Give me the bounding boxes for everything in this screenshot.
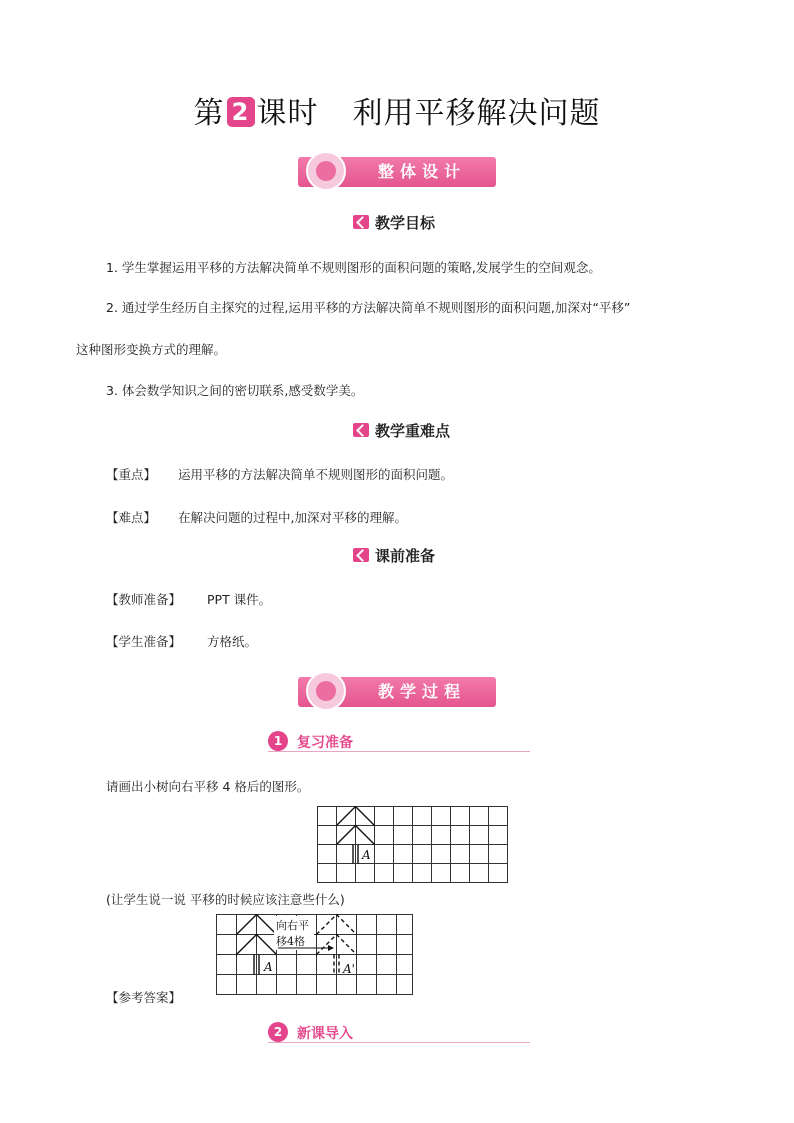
grid-figure-answer [216, 914, 414, 996]
flag-icon [353, 423, 369, 437]
label-a-prime: A' [343, 962, 355, 976]
focus-text: 运用平移的方法解决简单不规则图形的面积问题。 [178, 467, 454, 482]
banner-design-label: 整体设计 [377, 162, 466, 181]
banner-overall-design [298, 157, 496, 187]
title-suffix: 课时 [256, 96, 319, 131]
section-2-underline [268, 1042, 530, 1043]
teacher-prep-label: 【教师准备】 [106, 592, 182, 607]
teacher-prep-text: PPT 课件。 [207, 592, 272, 607]
student-prep-label: 【学生准备】 [106, 634, 182, 649]
review-note: (让学生说一说 平移的时候应该注意些什么) [106, 892, 345, 907]
title-prefix: 第 [193, 96, 225, 131]
flag-icon [353, 215, 369, 229]
section-2-number: 2 [268, 1022, 288, 1042]
grid-figure-original [317, 806, 509, 884]
section-2-title: 新课导入 [297, 1026, 353, 1042]
objective-1: 1. 学生掌握运用平移的方法解决简单不规则图形的面积问题的策略,发展学生的空间观念。 [106, 260, 601, 275]
review-question: 请画出小树向右平移 4 格后的图形。 [106, 779, 310, 794]
label-a: A [362, 848, 371, 862]
heading-key-points: 教学重难点 [353, 420, 450, 441]
objective-3: 3. 体会数学知识之间的密切联系,感受数学美。 [106, 383, 364, 398]
focus-label: 【重点】 [106, 467, 157, 482]
lesson-number-badge: 2 [227, 97, 255, 127]
student-prep-text: 方格纸。 [207, 634, 258, 649]
answer-label: 【参考答案】 [106, 990, 182, 1005]
section-1-number: 1 [268, 731, 288, 751]
target-icon [306, 671, 346, 711]
heading-objectives: 教学目标 [353, 212, 435, 233]
title-text: 利用平移解决问题 [352, 96, 601, 131]
heading-preparation: 课前准备 [353, 545, 435, 566]
flag-icon [353, 548, 369, 562]
banner-teaching-process [298, 677, 496, 707]
difficulty-text: 在解决问题的过程中,加深对平移的理解。 [178, 510, 407, 525]
page-title [0, 88, 794, 132]
banner-process-label: 教学过程 [377, 682, 466, 701]
objective-2-line-2: 这种图形变换方式的理解。 [76, 342, 227, 357]
book-icon [306, 151, 346, 191]
section-1-underline [268, 751, 530, 752]
section-1-title: 复习准备 [297, 735, 353, 751]
arrow-label-line-1: 向右平 [276, 919, 309, 932]
difficulty-label: 【难点】 [106, 510, 157, 525]
objective-2-line-1: 2. 通过学生经历自主探究的过程,运用平移的方法解决简单不规则图形的面积问题,加深对“平移” [106, 300, 631, 315]
arrow-label-line-2: 移4格 [276, 935, 305, 948]
label-a: A [264, 960, 273, 974]
